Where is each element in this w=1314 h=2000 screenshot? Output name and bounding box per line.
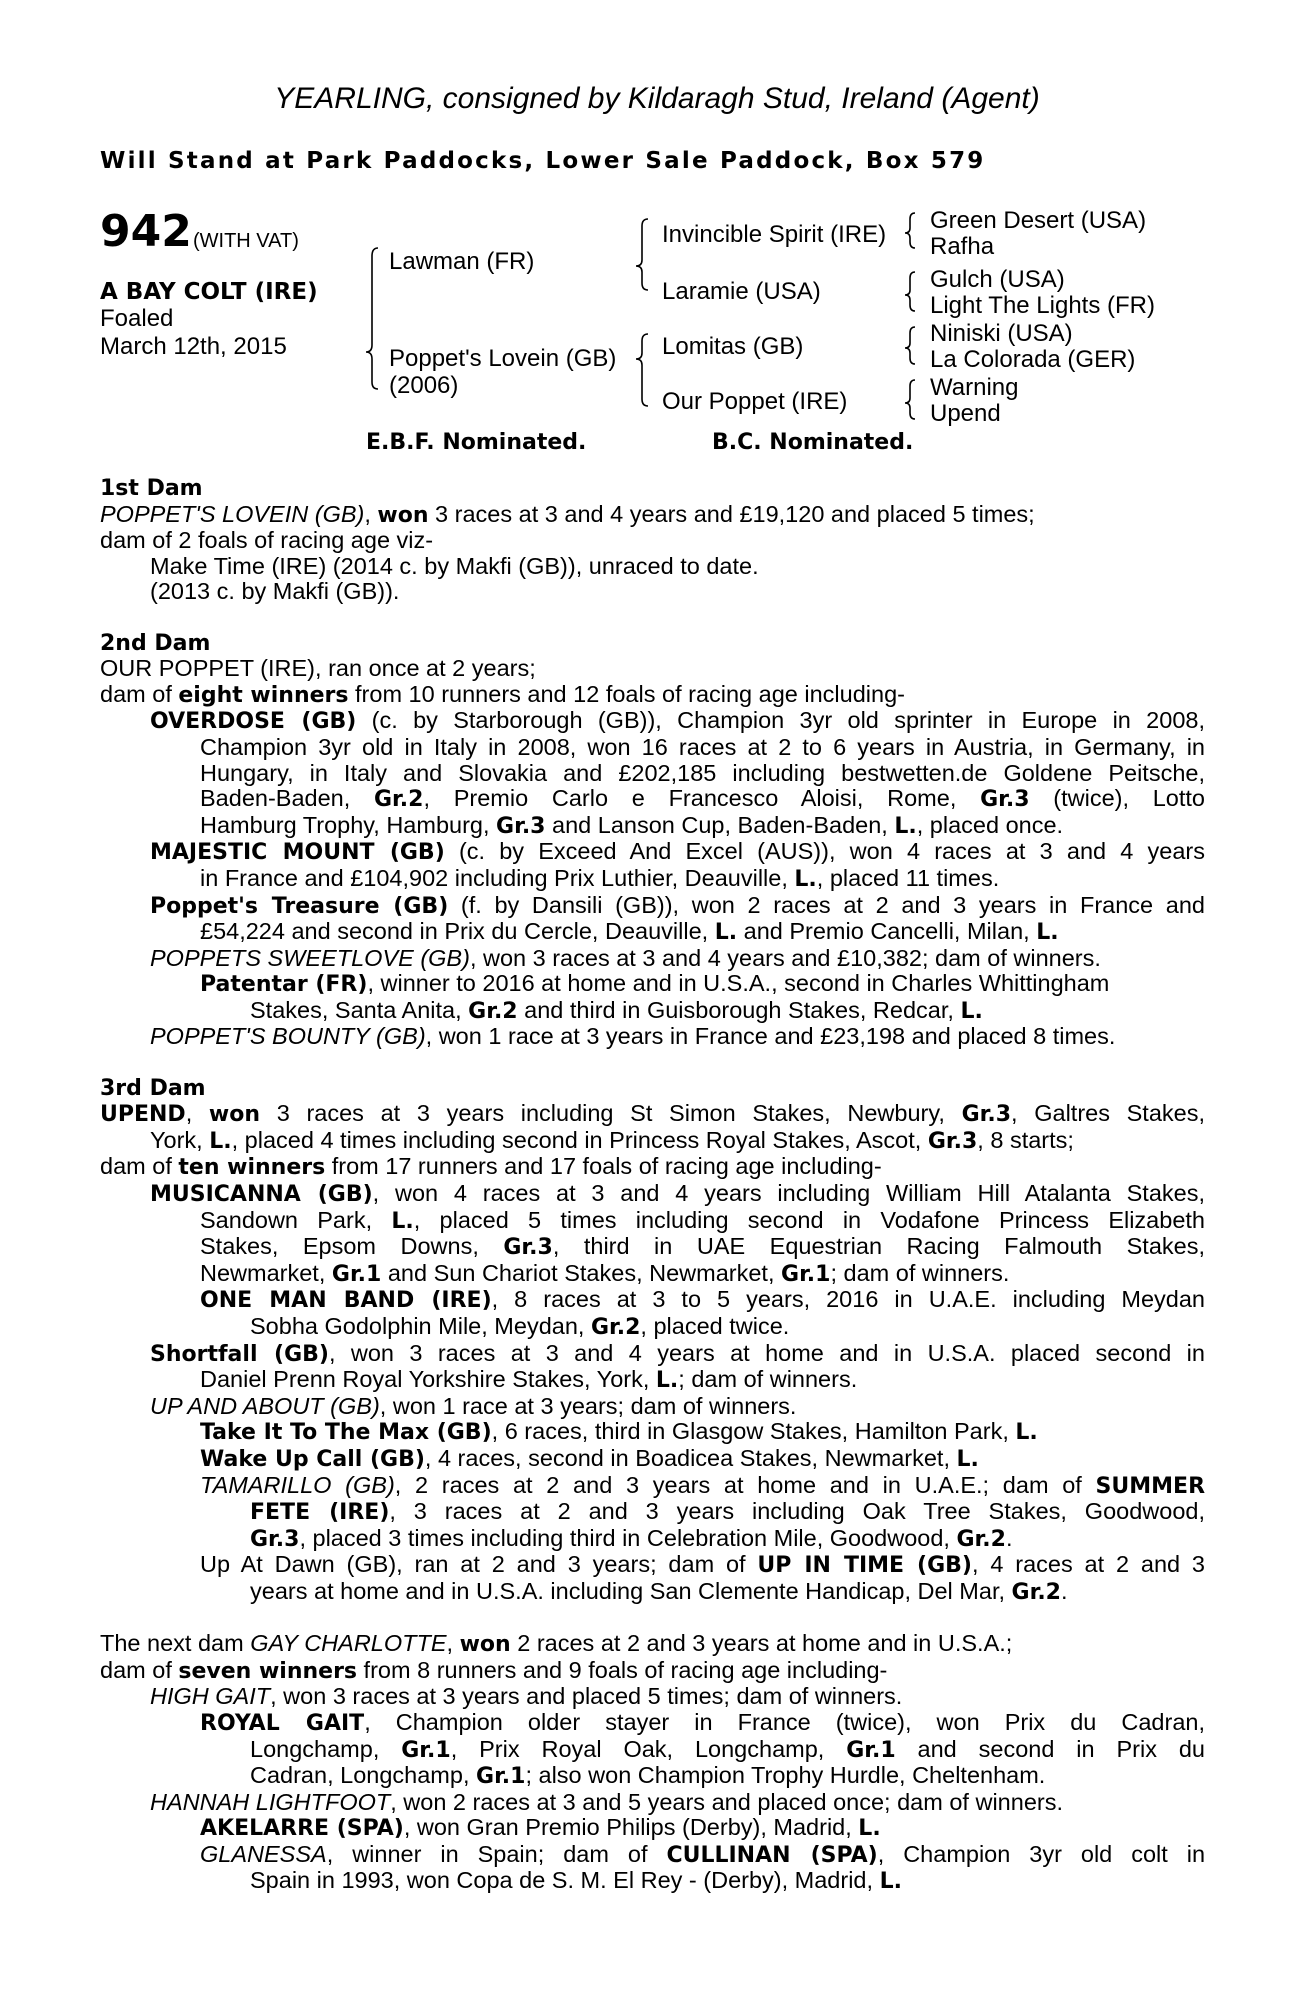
foaled-date: March 12th, 2015 — [100, 333, 287, 360]
list-item: MUSICANNA (GB), won 4 races at 3 and 4 years including William Hill Atalanta Stakes, — [150, 1180, 1205, 1208]
lot-number: 942 — [100, 206, 192, 257]
foaled-label: Foaled — [100, 305, 174, 332]
first-dam-line-1: POPPET'S LOVEIN (GB), won 3 races at 3 and 4 years and £19,120 and placed 5 times; — [100, 500, 1035, 528]
ggp-3: Gulch (USA) — [930, 266, 1065, 293]
sale-heading: YEARLING, consigned by Kildaragh Stud, Ireland (Agent) — [274, 82, 1040, 115]
pedigree-sire-dam: Laramie (USA) — [662, 278, 821, 305]
bc-nominated: B.C. Nominated. — [712, 430, 914, 455]
ggp-1: Green Desert (USA) — [930, 207, 1147, 234]
third-dam-line: York, L., placed 4 times including second in Princess Royal Stakes, Ascot, Gr.3, 8 starts; — [150, 1126, 1074, 1154]
ggp-6: La Colorada (GER) — [930, 346, 1136, 373]
list-item: Sobha Godolphin Mile, Meydan, Gr.2, placed twice. — [250, 1313, 790, 1340]
pedigree-dam-dam: Our Poppet (IRE) — [662, 388, 848, 415]
list-item: AKELARRE (SPA), won Gran Premio Philips (Derby), Madrid, L. — [200, 1814, 881, 1842]
list-item: Hungary, in Italy and Slovakia and £202,185 including bestwetten.de Goldene Peitsche, — [200, 759, 1205, 786]
list-item: Daniel Prenn Royal Yorkshire Stakes, York, L.; dam of winners. — [200, 1366, 858, 1394]
list-item: Stakes, Epsom Downs, Gr.3, third in UAE Equestrian Racing Falmouth Stakes, — [200, 1233, 1205, 1261]
list-item: Sandown Park, L., placed 5 times including second in Vodafone Princess Elizabeth — [200, 1206, 1205, 1234]
pedigree-dam-year: (2006) — [389, 372, 459, 399]
list-item: POPPETS SWEETLOVE (GB), won 3 races at 3 and 4 years and £10,382; dam of winners. — [150, 944, 1101, 971]
list-item: OVERDOSE (GB) (c. by Starborough (GB)), Champion 3yr old sprinter in Europe in 2008, — [150, 707, 1205, 735]
stand-location: Will Stand at Park Paddocks, Lower Sale Paddock, Box 579 — [100, 148, 986, 174]
list-item: Stakes, Santa Anita, Gr.2 and third in Guisborough Stakes, Redcar, L. — [250, 996, 983, 1024]
list-item: Cadran, Longchamp, Gr.1; also won Champion Trophy Hurdle, Cheltenham. — [250, 1762, 1046, 1790]
list-item: Poppet's Treasure (GB) (f. by Dansili (GB)), won 2 races at 2 and 3 years in France and — [150, 891, 1205, 919]
list-item: ONE MAN BAND (IRE), 8 races at 3 to 5 years, 2016 in U.A.E. including Meydan — [200, 1286, 1205, 1314]
pedigree-dam-sire: Lomitas (GB) — [662, 333, 804, 360]
list-item: HANNAH LIGHTFOOT, won 2 races at 3 and 5 years and placed once; dam of winners. — [150, 1788, 1063, 1815]
list-item: £54,224 and second in Prix du Cercle, Deauville, L. and Premio Cancelli, Milan, L. — [200, 918, 1059, 946]
list-item: Newmarket, Gr.1 and Sun Chariot Stakes, Newmarket, Gr.1; dam of winners. — [200, 1259, 1010, 1287]
list-item: Baden-Baden, Gr.2, Premio Carlo e Francesco Aloisi, Rome, Gr.3 (twice), Lotto — [200, 785, 1205, 813]
list-item: UP AND ABOUT (GB), won 1 race at 3 years; dam of winners. — [150, 1392, 797, 1419]
third-dam-heading: 3rd Dam — [100, 1075, 206, 1101]
list-item: Take It To The Max (GB), 6 races, third in Glasgow Stakes, Hamilton Park, L. — [200, 1418, 1038, 1446]
list-item: years at home and in U.S.A. including San Clemente Handicap, Del Mar, Gr.2. — [250, 1577, 1068, 1605]
ggp-8: Upend — [930, 400, 1001, 427]
list-item: HIGH GAIT, won 3 races at 3 years and placed 5 times; dam of winners. — [150, 1683, 903, 1710]
third-dam-line: UPEND, won 3 races at 3 years including St Simon Stakes, Newbury, Gr.3, Galtres Stakes, — [100, 1100, 1206, 1128]
first-dam-heading: 1st Dam — [100, 476, 203, 501]
second-dam-line: OUR POPPET (IRE), ran once at 2 years; — [100, 655, 536, 682]
list-item: in France and £104,902 including Prix Luthier, Deauville, L., placed 11 times. — [200, 864, 1000, 892]
lot-description: A BAY COLT (IRE) — [100, 279, 318, 305]
first-dam-foal-2: (2013 c. by Makfi (GB)). — [150, 578, 400, 605]
ggp-5: Niniski (USA) — [930, 320, 1073, 347]
list-item: GLANESSA, winner in Spain; dam of CULLINAN (SPA), Champion 3yr old colt in — [200, 1840, 1206, 1868]
list-item: Hamburg Trophy, Hamburg, Gr.3 and Lanson Cup, Baden-Baden, L., placed once. — [200, 811, 1064, 839]
list-item: TAMARILLO (GB), 2 races at 2 and 3 years at home and in U.A.E.; dam of SUMMER — [200, 1471, 1206, 1499]
third-dam-produce-line: dam of ten winners from 17 runners and 17 foals of racing age including- — [100, 1153, 882, 1181]
next-dam-line: The next dam GAY CHARLOTTE, won 2 races at 2 and 3 years at home and in U.S.A.; — [100, 1630, 1013, 1658]
list-item: FETE (IRE), 3 races at 2 and 3 years including Oak Tree Stakes, Goodwood, — [250, 1498, 1206, 1526]
ggp-4: Light The Lights (FR) — [930, 292, 1155, 319]
list-item: Spain in 1993, won Copa de S. M. El Rey - (Derby), Madrid, L. — [250, 1867, 902, 1895]
ggp-7: Warning — [930, 374, 1019, 401]
ebf-nominated: E.B.F. Nominated. — [366, 430, 587, 455]
list-item: Champion 3yr old in Italy in 2008, won 16 races at 2 to 6 years in Austria, in Germany, in — [200, 733, 1205, 760]
list-item: POPPET'S BOUNTY (GB), won 1 race at 3 years in France and £23,198 and placed 8 times. — [150, 1023, 1116, 1050]
ggp-2: Rafha — [930, 233, 995, 260]
list-item: Patentar (FR), winner to 2016 at home and in U.S.A., second in Charles Whittingham — [200, 970, 1110, 998]
list-item: Shortfall (GB), won 3 races at 3 and 4 years at home and in U.S.A. placed second in — [150, 1339, 1205, 1367]
pedigree-sire: Lawman (FR) — [389, 248, 535, 275]
list-item: MAJESTIC MOUNT (GB) (c. by Exceed And Excel (AUS)), won 4 races at 3 and 4 years — [150, 838, 1206, 866]
list-item: ROYAL GAIT, Champion older stayer in France (twice), won Prix du Cadran, — [200, 1708, 1205, 1736]
catalogue-body — [0, 476, 1314, 1895]
first-dam-line-2: dam of 2 foals of racing age viz- — [100, 527, 434, 554]
list-item: Longchamp, Gr.1, Prix Royal Oak, Longchamp, Gr.1 and second in Prix du — [250, 1735, 1205, 1763]
list-item: Wake Up Call (GB), 4 races, second in Boadicea Stakes, Newmarket, L. — [200, 1444, 979, 1472]
second-dam-produce-line: dam of eight winners from 10 runners and 12 foals of racing age including- — [100, 680, 905, 708]
second-dam-heading: 2nd Dam — [100, 630, 211, 656]
first-dam-foal-1: Make Time (IRE) (2014 c. by Makfi (GB)), unraced to date. — [150, 552, 759, 579]
pedigree-dam: Poppet's Lovein (GB) — [389, 345, 617, 372]
list-item: Gr.3, placed 3 times including third in Celebration Mile, Goodwood, Gr.2. — [250, 1524, 1013, 1552]
next-dam-produce-line: dam of seven winners from 8 runners and 9 foals of racing age including- — [100, 1656, 888, 1684]
list-item: Up At Dawn (GB), ran at 2 and 3 years; dam of UP IN TIME (GB), 4 races at 2 and 3 — [200, 1551, 1205, 1579]
vat-note: (WITH VAT) — [193, 230, 299, 252]
pedigree-sire-sire: Invincible Spirit (IRE) — [662, 221, 887, 248]
